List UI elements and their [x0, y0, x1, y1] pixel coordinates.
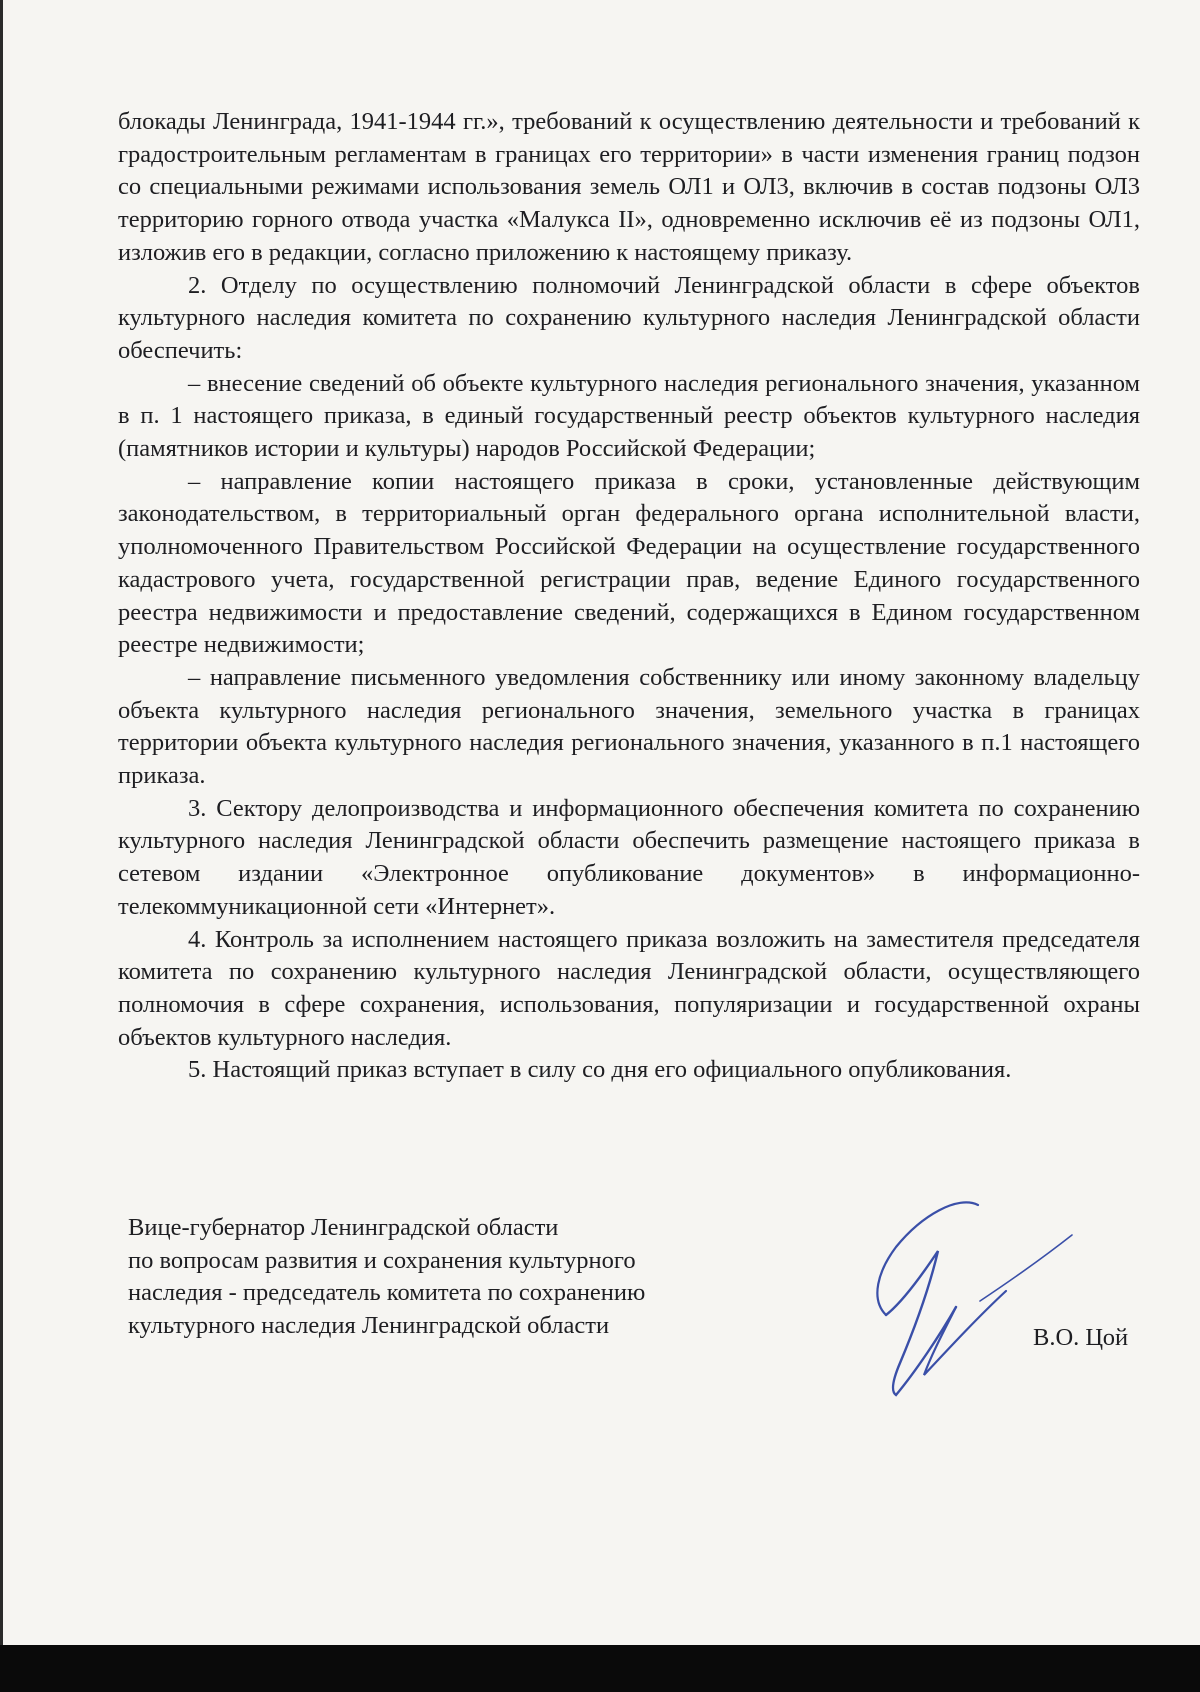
- paragraph-3: 3. Сектору делопроизводства и информационного обеспечения комитета по сохранению культурного наследия Ленинградской области обеспечить размещение настоящего приказа в сетевом издании «Электронное опубликование документов» в информационно-телекоммуникационной сети «Интернет».: [118, 794, 1140, 920]
- continuation-paragraph: блокады Ленинграда, 1941-1944 гг.», требований к осуществлению деятельности и требований к градостроительным регламентам в границах его территории» в части изменения границ подзон со специальными режимами использования земель ОЛ1 и ОЛ3, включив в состав подзоны ОЛ3 территорию горного отвода участка «Малукса II», одновременно исключив её из подзоны ОЛ1, изложив его в редакции, согласно приложению к настоящему приказу.: [118, 108, 1140, 266]
- scan-bottom-edge: [0, 1645, 1200, 1692]
- signature-stroke: [980, 1235, 1072, 1301]
- signatory-title-line: по вопросам развития и сохранения культурного: [128, 1246, 636, 1274]
- signatory-title-line: Вице-губернатор Ленинградской области: [128, 1214, 559, 1241]
- signatory-name: В.О. Цой: [1033, 1324, 1129, 1351]
- scan-left-edge: [0, 0, 3, 1692]
- signature-stroke: [877, 1202, 978, 1315]
- order-body: [118, 106, 1140, 1087]
- paragraph-2: 2. Отделу по осуществлению полномочий Ленинградской области в сфере объектов культурного наследия комитета по сохранению культурного наследия Ленинградской области обеспечить:: [118, 271, 1140, 364]
- signature-stroke: [886, 1251, 956, 1395]
- paragraph-4: 4. Контроль за исполнением настоящего приказа возложить на заместителя председателя комитета по сохранению культурного наследия Ленинградской области, осуществляющего полномочия в сфере сохранения, использования, популяризации и государственной охраны объектов культурного наследия.: [118, 925, 1140, 1051]
- paragraph-5: 5. Настоящий приказ вступает в силу со дня его официального опубликования.: [188, 1056, 1012, 1084]
- signature-stroke: [924, 1291, 1006, 1375]
- paragraph-2-item-2: – направление копии настоящего приказа в сроки, установленные действующим законодательством, в территориальный орган федерального органа исполнительной власти, уполномоченного Правительством Российской Федерации на осуществление государственного кадастрового учета, государственной регистрации прав, ведение Единого государственного реестра недвижимости и предоставление сведений, содержащихся в Едином государственном реестре недвижимости;: [118, 467, 1140, 659]
- signatory-title-line: культурного наследия Ленинградской области: [128, 1311, 610, 1339]
- handwritten-signature: [860, 1195, 1120, 1405]
- signatory-title: [128, 1212, 768, 1342]
- signatory-title-line: наследия - председатель комитета по сохранению: [128, 1279, 646, 1306]
- paragraph-2-item-3: – направление письменного уведомления собственнику или иному законному владельцу объекта культурного наследия регионального значения, земельного участка в границах территории объекта культурного наследия регионального значения, указанного в п.1 настоящего приказа.: [118, 663, 1140, 790]
- paragraph-2-item-1: – внесение сведений об объекте культурного наследия регионального значения, указанном в п. 1 настоящего приказа, в единый государственный реестр объектов культурного наследия (памятников истории и культуры) народов Российской Федерации;: [118, 369, 1140, 463]
